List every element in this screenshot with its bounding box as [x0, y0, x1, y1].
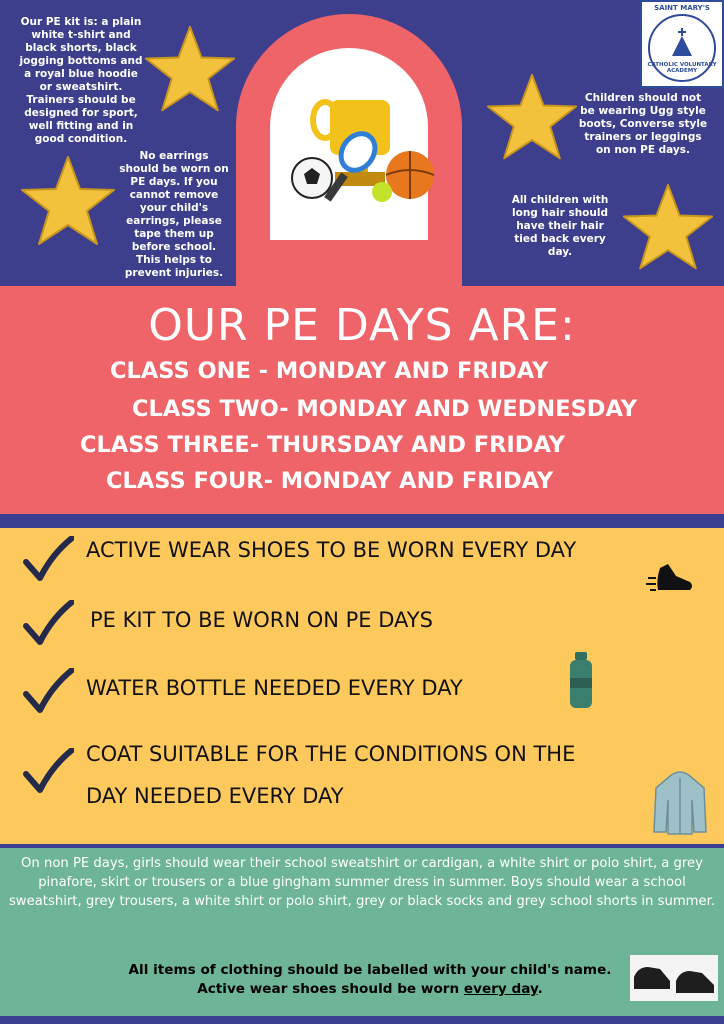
label-note-line: All items of clothing should be labelled with your child's name. [128, 962, 612, 978]
water-bottle-icon [566, 652, 596, 710]
star-icon [140, 22, 240, 118]
class-one-days: CLASS ONE - MONDAY AND FRIDAY [110, 358, 549, 384]
coat-icon [652, 770, 708, 836]
checkmark-icon [22, 748, 74, 796]
requirements-section [0, 528, 724, 844]
requirement-shoes: ACTIVE WEAR SHOES TO BE WORN EVERY DAY [86, 538, 577, 562]
logo-title: SAINT MARY'S [654, 4, 710, 12]
shoes-note-suffix: . [537, 981, 543, 997]
trophy-icon [290, 80, 436, 210]
star-icon [18, 152, 118, 252]
uniform-text: On non PE days, girls should wear their school sweatshirt or cardigan, a white shirt or polo shirt, a grey pinafore, skirt or trousers or a blue gingham summer dress in summer. Boys should wear a school sweatshirt, grey trousers, a white shirt or polo shirt, grey or black socks and grey school shorts in summer. [8, 856, 716, 909]
church-icon [670, 28, 694, 56]
class-three-days: CLASS THREE- THURSDAY AND FRIDAY [80, 432, 566, 458]
class-four-days: CLASS FOUR- MONDAY AND FRIDAY [106, 468, 554, 494]
school-logo [640, 0, 724, 88]
requirement-coat-line1: COAT SUITABLE FOR THE CONDITIONS ON THE [86, 742, 576, 766]
checkmark-icon [22, 600, 74, 648]
kit-text: Our PE kit is: a plain white t-shirt and black shorts, black jogging bottoms and a royal blue hoodie or sweatshirt. Trainers should be designed for sport, well fitting and in good condition. [19, 16, 143, 145]
logo-ring-text: CATHOLIC VOLUNTARY ACADEMY [647, 62, 717, 74]
requirement-kit: PE KIT TO BE WORN ON PE DAYS [90, 608, 433, 632]
footwear-text: Children should not be wearing Ugg style boots, Converse style trainers or leggings on non PE days. [578, 92, 708, 156]
hair-text: All children with long hair should have their hair tied back every day. [511, 194, 609, 258]
top-section [0, 0, 724, 286]
class-two-days: CLASS TWO- MONDAY AND WEDNESDAY [132, 396, 638, 422]
pe-days-section [0, 286, 724, 514]
running-shoe-icon [646, 558, 694, 598]
uniform-section [0, 848, 724, 1016]
labelling-note [110, 961, 630, 999]
requirement-water: WATER BOTTLE NEEDED EVERY DAY [86, 676, 463, 700]
star-icon [620, 180, 716, 276]
school-shoes-icon [630, 955, 718, 1001]
star-icon [482, 70, 582, 166]
checkmark-icon [22, 536, 74, 584]
shoes-note-prefix: Active wear shoes should be worn [197, 981, 464, 997]
shoes-note-line [110, 980, 630, 999]
checkmark-icon [22, 668, 74, 716]
shoes-note-emphasis: every day [463, 981, 538, 997]
requirement-coat-line2: DAY NEEDED EVERY DAY [86, 784, 344, 808]
pe-days-heading: OUR PE DAYS ARE: [148, 300, 576, 351]
earrings-text: No earrings should be worn on PE days. If you cannot remove your child's earrings, please tape them up before school. This helps to prevent injuries. [119, 150, 229, 279]
